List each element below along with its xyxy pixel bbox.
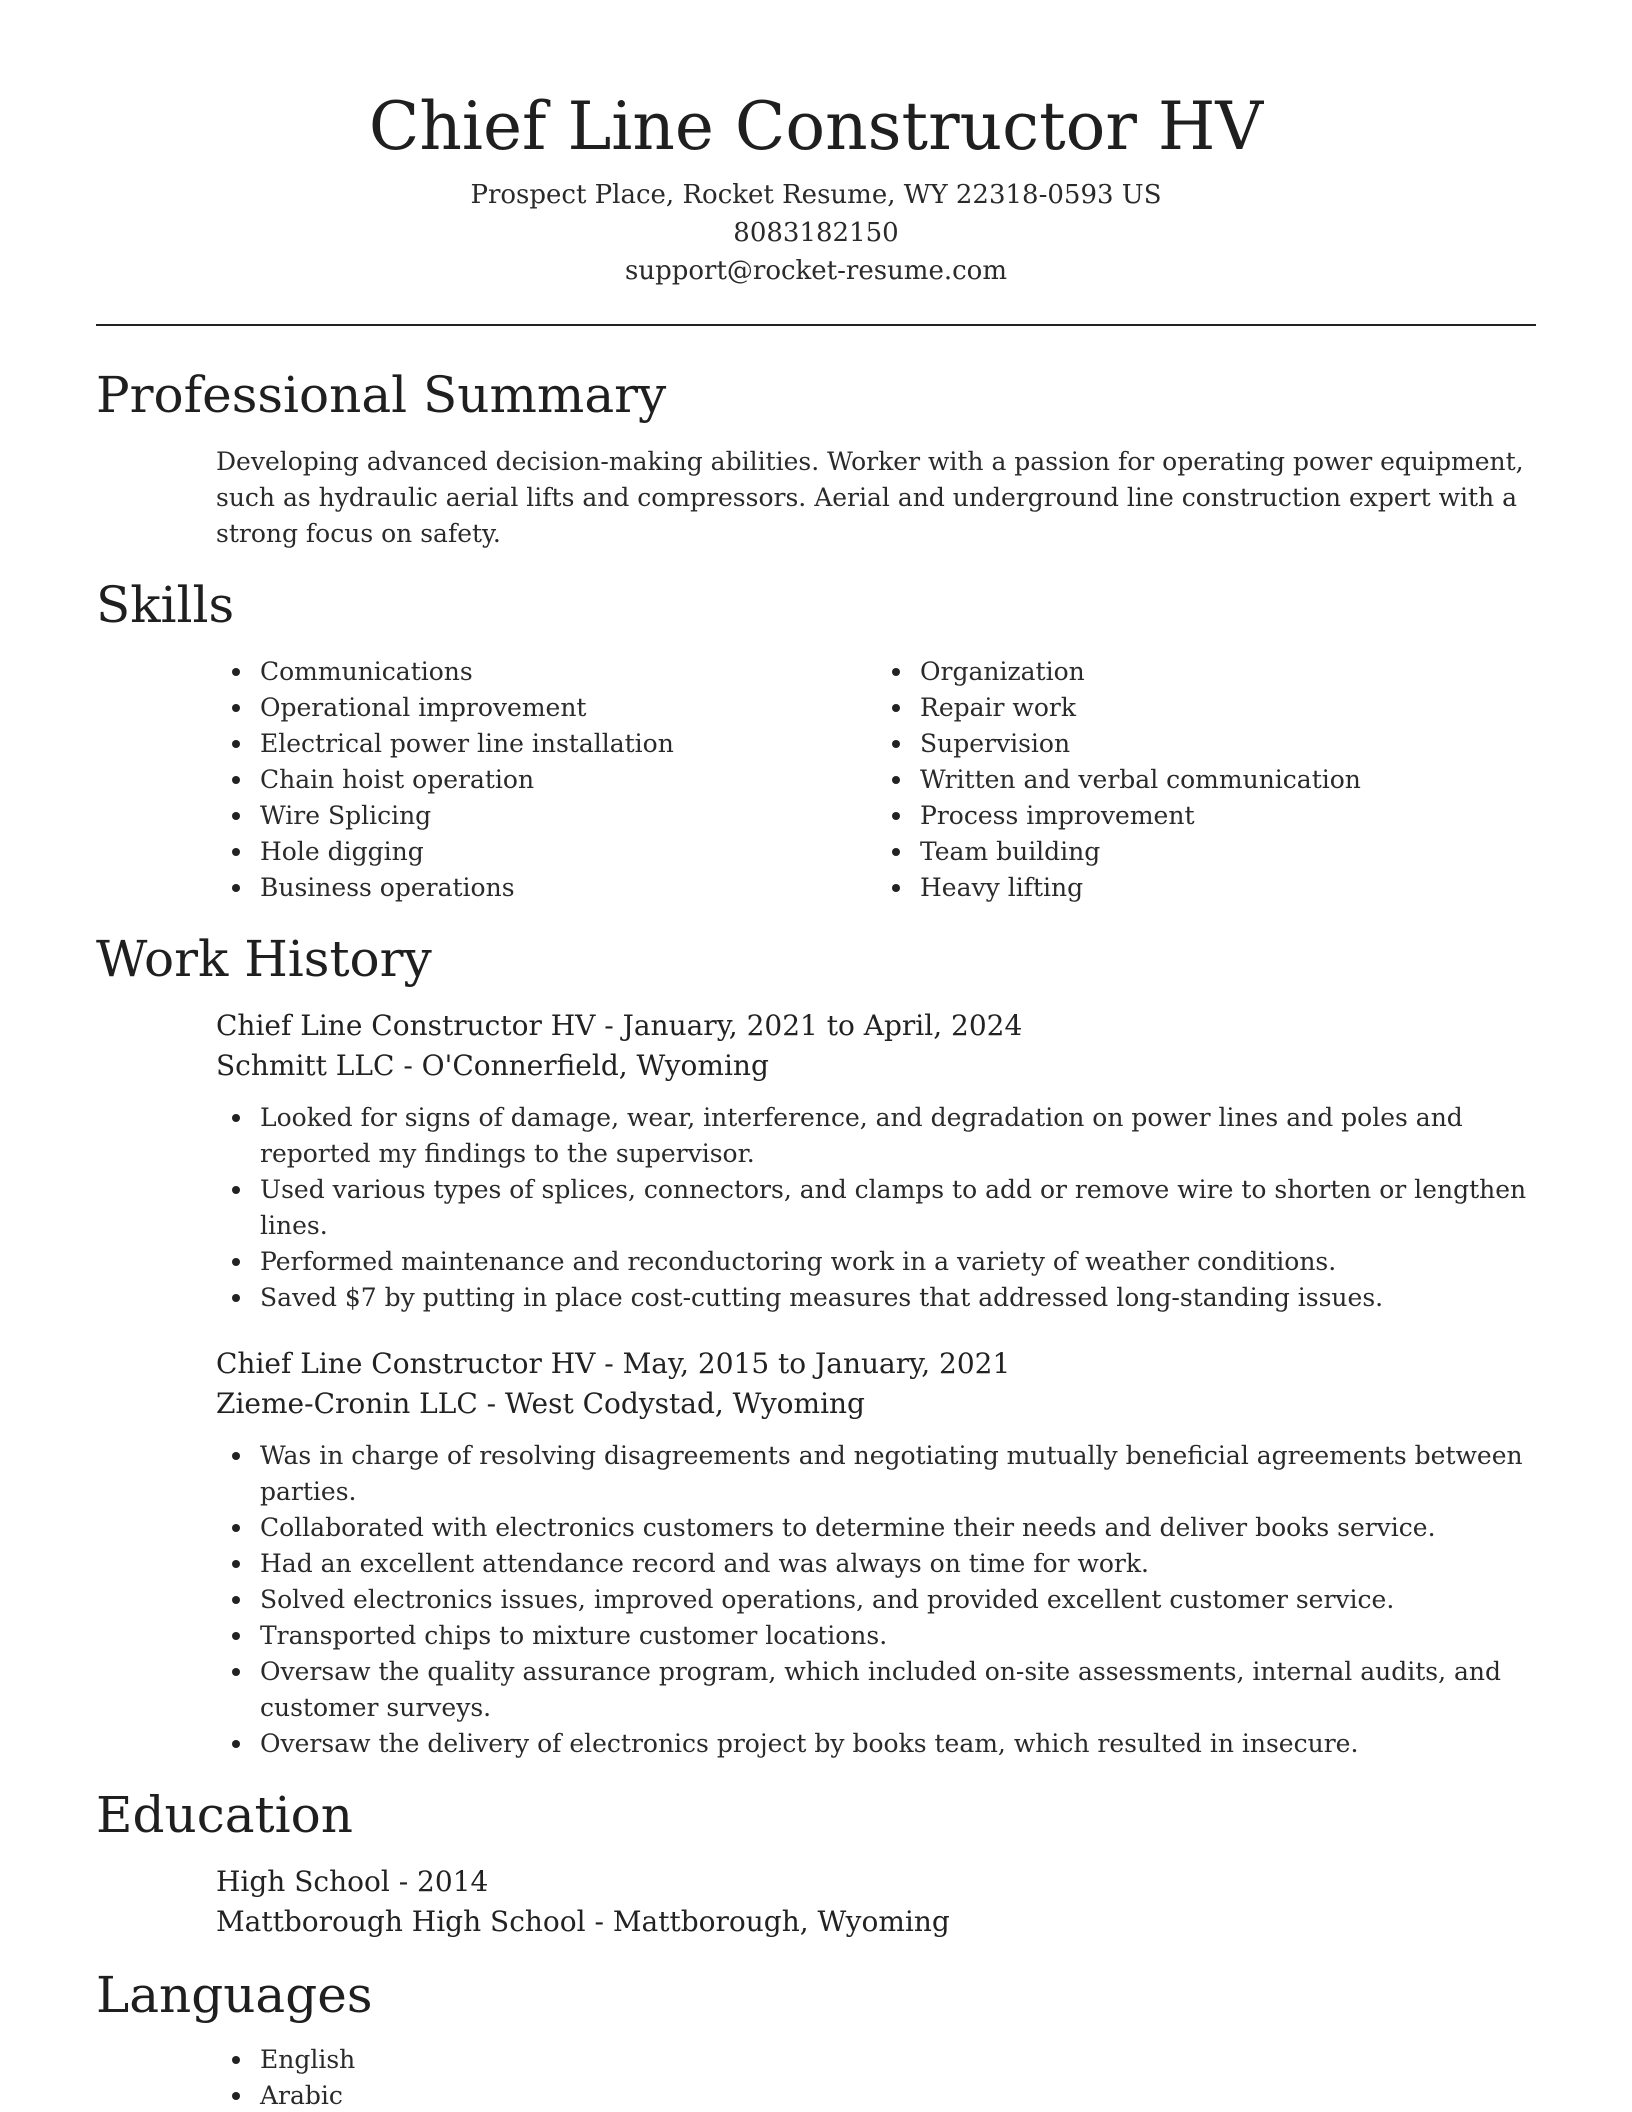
list-item: Transported chips to mixture customer locations. bbox=[260, 1618, 1536, 1654]
job-heading: Chief Line Constructor HV - January, 2021 to April, 2024 bbox=[216, 1009, 1023, 1042]
education-title: Education bbox=[96, 1786, 353, 1844]
job-entry bbox=[216, 1006, 1536, 1316]
education-degree: High School - 2014 bbox=[216, 1865, 489, 1898]
skills-grid bbox=[216, 654, 1536, 906]
list-item: Chain hoist operation bbox=[260, 762, 876, 798]
list-item: Team building bbox=[920, 834, 1536, 870]
job-company: Zieme-Cronin LLC - West Codystad, Wyoming bbox=[216, 1387, 865, 1420]
list-item: Process improvement bbox=[920, 798, 1536, 834]
languages-body bbox=[216, 2042, 1536, 2112]
summary-text: Developing advanced decision-making abilities. Worker with a passion for operating power equipment, such as hydraulic aerial lifts and compressors. Aerial and underground line construction expert with a strong focus on safety. bbox=[216, 447, 1524, 548]
summary-title: Professional Summary bbox=[96, 366, 667, 424]
job-entry bbox=[216, 1344, 1536, 1762]
list-item: Operational improvement bbox=[260, 690, 876, 726]
list-item: Communications bbox=[260, 654, 876, 690]
list-item: Supervision bbox=[920, 726, 1536, 762]
list-item: Performed maintenance and reconductoring work in a variety of weather conditions. bbox=[260, 1244, 1536, 1280]
contact-block bbox=[96, 176, 1536, 290]
list-item: Repair work bbox=[920, 690, 1536, 726]
job-heading: Chief Line Constructor HV - May, 2015 to January, 2021 bbox=[216, 1347, 1011, 1380]
list-item: Solved electronics issues, improved operations, and provided excellent customer service. bbox=[260, 1582, 1536, 1618]
skills-section bbox=[96, 572, 1536, 906]
list-item: Heavy lifting bbox=[920, 870, 1536, 906]
header-divider bbox=[96, 324, 1536, 326]
work-title: Work History bbox=[96, 930, 432, 988]
phone: 8083182150 bbox=[733, 218, 899, 248]
list-item: Oversaw the quality assurance program, which included on-site assessments, internal audits, and customer surveys. bbox=[260, 1654, 1536, 1726]
list-item: Had an excellent attendance record and was always on time for work. bbox=[260, 1546, 1536, 1582]
skills-title: Skills bbox=[96, 576, 235, 634]
skills-right-list bbox=[920, 654, 1536, 906]
resume-page bbox=[96, 0, 1536, 2112]
list-item: Collaborated with electronics customers to determine their needs and deliver books service. bbox=[260, 1510, 1536, 1546]
job-bullets bbox=[260, 1438, 1536, 1762]
education-entry bbox=[216, 1862, 1536, 1942]
languages-list bbox=[260, 2042, 1536, 2112]
list-item: Wire Splicing bbox=[260, 798, 876, 834]
education-section bbox=[96, 1782, 1536, 1942]
list-item: Electrical power line installation bbox=[260, 726, 876, 762]
list-item: Hole digging bbox=[260, 834, 876, 870]
work-section bbox=[96, 926, 1536, 1762]
summary-section bbox=[96, 362, 1536, 552]
education-school: Mattborough High School - Mattborough, Wyoming bbox=[216, 1905, 950, 1938]
list-item: English bbox=[260, 2042, 1536, 2078]
job-bullets bbox=[260, 1100, 1536, 1316]
skills-left-list bbox=[260, 654, 876, 906]
list-item: Written and verbal communication bbox=[920, 762, 1536, 798]
list-item: Organization bbox=[920, 654, 1536, 690]
list-item: Arabic bbox=[260, 2078, 1536, 2112]
list-item: Used various types of splices, connectors, and clamps to add or remove wire to shorten or lengthen lines. bbox=[260, 1172, 1536, 1244]
list-item: Saved $7 by putting in place cost-cutting measures that addressed long-standing issues. bbox=[260, 1280, 1536, 1316]
email: support@rocket-resume.com bbox=[624, 256, 1007, 286]
list-item: Business operations bbox=[260, 870, 876, 906]
list-item: Oversaw the delivery of electronics project by books team, which resulted in insecure. bbox=[260, 1726, 1536, 1762]
list-item: Looked for signs of damage, wear, interference, and degradation on power lines and poles and reported my findings to the supervisor. bbox=[260, 1100, 1536, 1172]
job-company: Schmitt LLC - O'Connerfield, Wyoming bbox=[216, 1049, 769, 1082]
languages-title: Languages bbox=[96, 1966, 373, 2024]
resume-header bbox=[96, 0, 1536, 290]
languages-section bbox=[96, 1962, 1536, 2112]
candidate-name: Chief Line Constructor HV bbox=[368, 88, 1264, 165]
list-item: Was in charge of resolving disagreements and negotiating mutually beneficial agreements between parties. bbox=[260, 1438, 1536, 1510]
address: Prospect Place, Rocket Resume, WY 22318-0593 US bbox=[470, 180, 1162, 210]
